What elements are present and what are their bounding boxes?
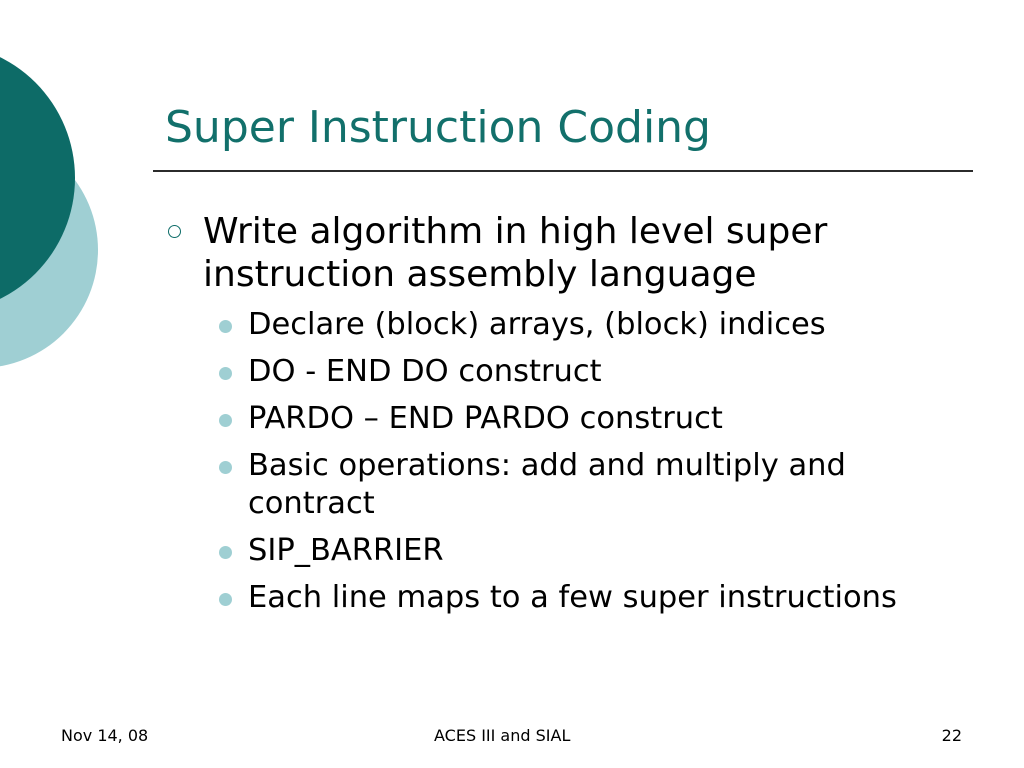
hollow-circle-bullet-icon — [168, 225, 181, 238]
sub-bullet-item — [218, 447, 958, 523]
main-bullet-list — [168, 210, 948, 296]
main-bullet-item — [168, 210, 948, 296]
main-bullet-text: Write algorithm in high level super instruction assembly language — [203, 211, 828, 295]
sub-bullet-item — [218, 532, 958, 570]
slide-number: 22 — [941, 726, 962, 745]
footer-date: Nov 14, 08 — [61, 726, 149, 745]
title-divider — [153, 170, 973, 172]
sub-bullet-text: Declare (block) arrays, (block) indices — [248, 307, 826, 342]
decorative-teal-circles — [0, 0, 110, 420]
filled-circle-bullet-icon — [219, 461, 232, 474]
sub-bullet-item — [218, 353, 958, 391]
sub-bullet-item — [218, 400, 958, 438]
slide-title: Super Instruction Coding — [165, 102, 711, 153]
sub-bullet-text: Basic operations: add and multiply and contract — [248, 448, 846, 521]
sub-bullet-text: DO - END DO construct — [248, 354, 602, 389]
sub-bullet-text: SIP_BARRIER — [248, 533, 444, 568]
filled-circle-bullet-icon — [219, 367, 232, 380]
sub-bullet-item — [218, 306, 958, 344]
sub-bullet-text: Each line maps to a few super instructions — [248, 580, 897, 615]
sub-bullet-item — [218, 579, 958, 617]
footer-title: ACES III and SIAL — [434, 726, 571, 745]
filled-circle-bullet-icon — [219, 320, 232, 333]
filled-circle-bullet-icon — [219, 593, 232, 606]
filled-circle-bullet-icon — [219, 546, 232, 559]
filled-circle-bullet-icon — [219, 414, 232, 427]
sub-bullet-text: PARDO – END PARDO construct — [248, 401, 723, 436]
sub-bullet-list — [218, 306, 958, 626]
